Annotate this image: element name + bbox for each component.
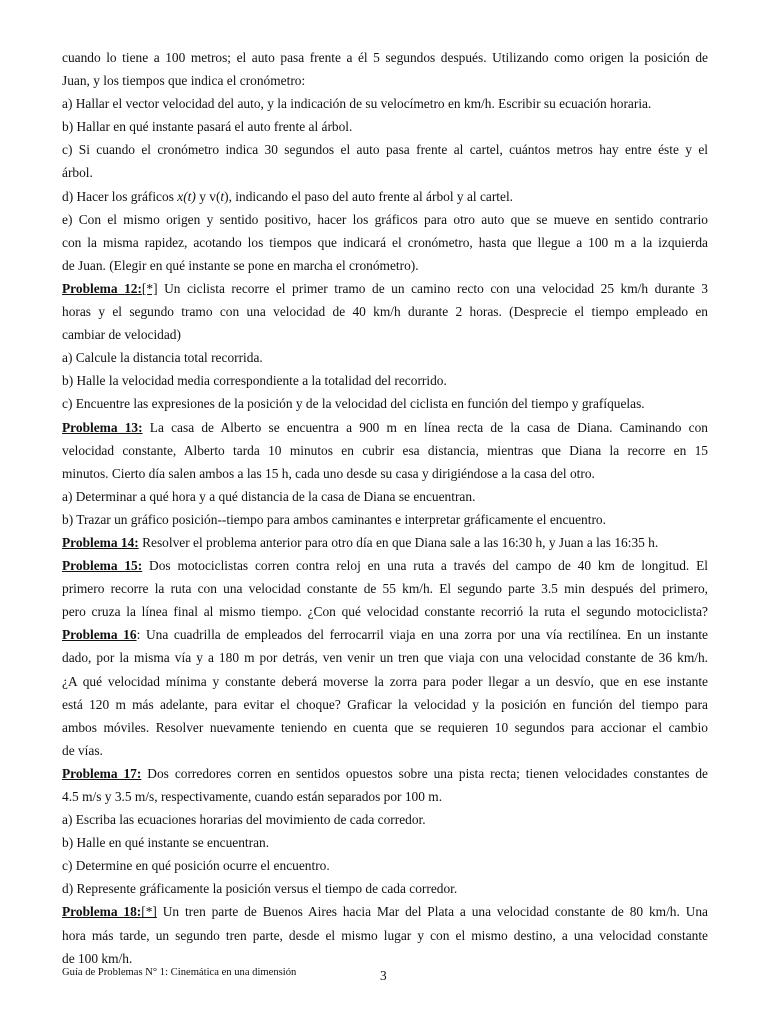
line-text: cambiar de velocidad) [62,327,181,343]
line-text: a) Hallar el vector velocidad del auto, y la indicación de su velocímetro en km/h. Escribir su ecuación horaria. [62,96,652,112]
problem-heading-line [62,416,708,439]
reference-marker: [*] [141,904,157,920]
problem-label-colon: : [136,627,141,643]
line-text: Dos corredores corren en sentidos opuestos sobre una pista recta; tienen velocidades constantes de [141,765,708,781]
line-d-t: t [220,188,225,204]
line-text: ¿A qué velocidad mínima y constante deberá moverse la zorra para poder llegar a un desvío, que en ese instante [62,673,708,689]
line-text: de Juan. (Elegir en qué instante se pone en marcha el cronómetro). [62,257,419,273]
line-text: b) Halle la velocidad media correspondiente a la totalidad del recorrido. [62,373,447,389]
line-text: a) Determinar a qué hora y a qué distancia de la casa de Diana se encuentran. [62,488,476,504]
line-text: pero cruza la línea final al mismo tiempo. ¿Con qué velocidad constante recorrió la ruta el segundo motociclista? [62,604,708,620]
line-text: Un ciclista recorre el primer tramo de un camino recto con una velocidad 25 km/h durante 3 [157,280,708,296]
line-d-xt: x(t) [177,188,196,204]
text-line [62,369,708,392]
problem-heading-line [62,277,708,300]
text-line [62,462,708,485]
problem-label: Problema 17: [62,765,142,781]
line-d-mid: y v( [195,188,221,204]
text-line [62,161,708,184]
text-line [62,69,708,92]
line-text: c) Determine en qué posición ocurre el encuentro. [62,858,330,874]
text-line [62,924,708,947]
text-line [62,208,708,231]
text-line [62,693,708,716]
line-text: cuando lo tiene a 100 metros; el auto pasa frente a él 5 segundos después. Utilizando como origen la posición de [62,50,708,65]
line-text: a) Escriba las ecuaciones horarias del movimiento de cada corredor. [62,812,426,828]
line-text: minutos. Cierto día salen ambos a las 15 h, cada uno desde su casa y dirigiéndose a la casa del otro. [62,465,595,481]
text-line [62,46,708,69]
line-text: Juan, y los tiempos que indica el cronómetro: [62,73,306,89]
text-line [62,254,708,277]
line-text: de vías. [62,742,103,758]
line-text: 4.5 m/s y 3.5 m/s, respectivamente, cuando están separados por 100 m. [62,789,443,804]
line-text: árbol. [62,165,93,181]
text-line [62,854,708,877]
problem-heading-line [62,531,708,554]
text-line [62,485,708,508]
text-line [62,508,708,531]
text-line [62,739,708,762]
text-line [62,670,708,693]
line-text: ambos móviles. Resolver nuevamente teniendo en cuenta que se requieren 10 segundos para accionar el cambio [62,719,708,735]
line-text: primero recorre la ruta con una velocidad constante de 55 km/h. El segundo parte 3.5 min después del primero, [62,581,708,597]
line-text: c) Si cuando el cronómetro indica 30 segundos el auto pasa frente al cartel, cuántos metros hay entre éste y el [62,142,708,158]
problem-heading-line [62,900,708,923]
line-text: b) Trazar un gráfico posición--tiempo para ambos caminantes e interpretar gráficamente el encuentro. [62,511,606,527]
line-text: a) Calcule la distancia total recorrida. [62,350,263,366]
line-text: con la misma rapidez, acotando los tiempos que indicará el cronómetro, hasta que llegue a 100 m a la izquierda [62,234,708,250]
text-line [62,185,708,208]
footer-text: Guía de Problemas N° 1: Cinemática en una dimensión [62,967,297,978]
text-line [62,646,708,669]
problem-label: Problema 12: [62,280,142,296]
text-line [62,600,708,623]
line-d-suffix: ), indicando el paso del auto frente al árbol y al cartel. [224,188,514,204]
line-text: Un tren parte de Buenos Aires hacia Mar del Plata a una velocidad constante de 80 km/h. Una [156,904,708,920]
text-line [62,785,708,808]
line-text: Una cuadrilla de empleados del ferrocarril viaja en una zorra por una vía rectilínea. En un instante [140,627,708,643]
problem-label: Problema 15: [62,558,143,574]
problem-heading-line [62,623,708,646]
line-text: b) Halle en qué instante se encuentran. [62,835,270,851]
line-text: de 100 km/h. [62,950,133,966]
text-line [62,877,708,900]
line-text: horas y el segundo tramo con una velocidad de 40 km/h durante 2 horas. (Desprecie el tiempo empleado en [62,304,708,320]
problem-label: Problema 14: [62,534,139,550]
text-line [62,346,708,369]
text-line [62,808,708,831]
line-d-prefix: d) Hacer los gráficos [62,188,178,204]
text-line [62,300,708,323]
reference-marker: [*] [141,280,158,296]
text-line [62,231,708,254]
line-text: b) Hallar en qué instante pasará el auto frente al árbol. [62,119,353,135]
line-text: Resolver el problema anterior para otro día en que Diana sale a las 16:30 h, y Juan a las 16:35 h. [138,534,659,550]
line-text: Dos motociclistas corren contra reloj en una ruta a través del campo de 40 km de longitud. El [142,558,708,574]
text-line [62,439,708,462]
problem-label: Problema 16 [62,627,137,643]
text-line [62,577,708,600]
problem-label: Problema 18: [62,904,142,920]
problem-label: Problema 13: [62,419,143,435]
line-text: c) Encuentre las expresiones de la posición y de la velocidad del ciclista en función del tiempo y grafíquelas. [62,396,645,412]
line-text: dado, por la misma vía y a 180 m por detrás, ven venir un tren que viaja con una velocidad constante de 36 km/h. [62,650,708,666]
text-line [62,392,708,415]
problem-heading-line [62,554,708,577]
line-text: e) Con el mismo origen y sentido positivo, hacer los gráficos para otro auto que se mueve en sentido contrario [62,211,708,227]
document-body [62,46,708,970]
line-text: hora más tarde, un segundo tren parte, desde el mismo lugar y con el mismo destino, a una velocidad constante [62,927,708,943]
problem-heading-line [62,762,708,785]
page-number: 3 [380,968,387,983]
text-line [62,831,708,854]
text-line [62,323,708,346]
line-text: d) Represente gráficamente la posición versus el tiempo de cada corredor. [62,881,458,897]
text-line [62,92,708,115]
page-footer [62,966,708,986]
line-text: velocidad constante, Alberto tarda 10 minutos en cubrir esa distancia, mientras que Diana la recorre en 15 [62,442,708,458]
text-line [62,138,708,161]
line-text: La casa de Alberto se encuentra a 900 m en línea recta de la casa de Diana. Caminando con [142,419,708,435]
text-line [62,716,708,739]
line-text: está 120 m más adelante, para evitar el choque? Graficar la velocidad y la posición en función del tiempo para [62,696,708,712]
text-line [62,115,708,138]
